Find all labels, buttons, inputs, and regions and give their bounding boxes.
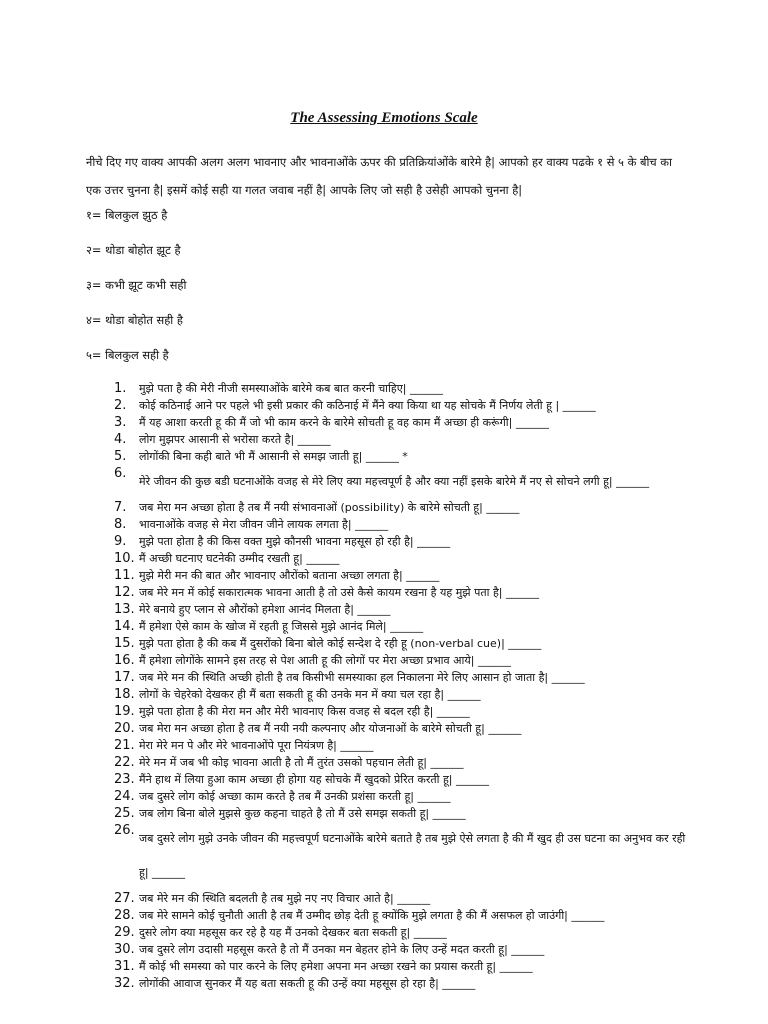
question-text: मुझे पता होता है की कब मैं दुसरोंको बिना बोले कोई सन्देश दे रही हू (non-verbal cue)| ______: [139, 637, 542, 650]
question-text: लोगों के चेहरेको देखकर ही मैं बता सकती हू की उनके मन में क्या चल रहा है| ______: [139, 688, 481, 701]
page-title: The Assessing Emotions Scale: [290, 110, 478, 126]
question-text: मेरे मन में जब भी कोइ भावना आती है तो मैं तुरंत उसको पहचान लेती हू| ______: [139, 756, 464, 769]
question-text: जब मेरे सामने कोई चुनौती आती है तब मैं उम्मीद छोड़ देती हू क्योंकि मुझे लगता है की मैं असफल हो जाउंगी| ______: [139, 909, 605, 922]
question-item: [114, 805, 694, 822]
question-item: [114, 431, 694, 448]
question-text: मैं हमेशा लोगोंके सामने इस तरह से पेश आती हू की लोगों पर मेरा अच्छा प्रभाव आये| ______: [139, 654, 511, 667]
question-number: 9.: [114, 534, 127, 549]
question-item: [114, 686, 694, 703]
question-text: कोई कठिनाई आने पर पहले भी इसी प्रकार की कठिनाई में मैंने क्या किया था यह सोचके मैं निर्णय लेती हू | ______: [139, 399, 596, 412]
question-item: [114, 618, 694, 635]
question-item: [114, 703, 694, 720]
question-item: [114, 737, 694, 754]
question-item: [114, 924, 694, 941]
question-number: 17.: [114, 670, 135, 685]
question-item: [114, 771, 694, 788]
question-item: [114, 516, 694, 533]
question-item: [114, 550, 694, 567]
question-text: मैंने हाथ में लिया हुआ काम अच्छा ही होगा यह सोचके मैं खुदको प्रेरित करती हू| ______: [139, 773, 489, 786]
scale-option-5: ५= बिलकुल सही है: [86, 348, 169, 362]
question-text: मेरे बनाये हुए प्लान से औरोंको हमेशा आनंद मिलता है| ______: [139, 603, 391, 616]
question-item: [114, 601, 694, 618]
question-number: 18.: [114, 687, 135, 702]
question-text: जब मेरे मन में कोई सकारात्मक भावना आती है तो उसे कैसे कायम रखना है यह मुझे पता है| ______: [139, 586, 540, 599]
question-item: [114, 499, 694, 516]
question-item: [114, 669, 694, 686]
question-number: 28.: [114, 908, 135, 923]
question-number: 14.: [114, 619, 135, 634]
question-number: 31.: [114, 959, 135, 974]
question-number: 5.: [114, 449, 127, 464]
question-item: [114, 584, 694, 601]
question-item: [114, 652, 694, 669]
question-number: 1.: [114, 381, 127, 396]
scale-option-1: १= बिलकुल झुठ है: [86, 208, 168, 222]
question-item: [114, 720, 694, 737]
question-item: [114, 822, 694, 890]
questionnaire-items: [114, 380, 694, 992]
question-text: लोगोंकी आवाज सुनकर मैं यह बता सकती हू की उन्हें क्या महसूस हो रहा है| ______: [139, 977, 476, 990]
question-number: 11.: [114, 568, 135, 583]
scale-option-2: २= थोडा बोहोत झूट है: [86, 243, 181, 257]
question-item: [114, 788, 694, 805]
question-item: [114, 397, 694, 414]
question-item: [114, 754, 694, 771]
question-number: 24.: [114, 789, 135, 804]
question-number: 19.: [114, 704, 135, 719]
question-number: 23.: [114, 772, 135, 787]
scale-option-4: ४= थोडा बोहोत सही है: [86, 313, 183, 327]
question-item: [114, 380, 694, 397]
question-text: मुझे पता होता है की मेरा मन और मेरी भावनाए किस वजह से बदल रही है| ______: [139, 705, 470, 718]
question-number: 25.: [114, 806, 135, 821]
question-number: 22.: [114, 755, 135, 770]
question-item: [114, 414, 694, 431]
question-number: 7.: [114, 500, 127, 515]
question-text: जब मेरा मन अच्छा होता है तब मैं नयी नयी कल्पनाए और योजनाओं के बारेमे सोचती हू| ______: [139, 722, 522, 735]
question-text: भावनाओंके वजह से मेरा जीवन जीने लायक लगता है| ______: [139, 518, 389, 531]
instructions-paragraph: नीचे दिए गए वाक्य आपकी अलग अलग भावनाए और भावनाओंके ऊपर की प्रतिक्रियांओंके बारेमे है| आपको हर वाक्य पढके १ से ५ के बीच का एक उत्तर चुनना है| इसमें कोई सही या गलत जवाब नहीं है| आपके लिए जो सही है उसेही आपको चुनना है|: [86, 155, 672, 197]
question-item: [114, 975, 694, 992]
question-number: 15.: [114, 636, 135, 651]
question-number: 8.: [114, 517, 127, 532]
question-number: 10.: [114, 551, 135, 566]
scale-option-3: ३= कभी झूट कभी सही: [86, 278, 187, 292]
question-text: जब दुसरे लोग मुझे उनके जीवन की महत्त्वपूर्ण घटनाओंके बारेमे बताते है तब मुझे ऐसे लगता है की मैं खुद ही उस घटना का अनुभव कर रही हू| ______: [139, 832, 686, 879]
question-text: मुझे पता होता है की किस वक्त मुझे कौनसी भावना महसूस हो रही है| ______: [139, 535, 451, 548]
question-item: [114, 907, 694, 924]
question-number: 26.: [114, 823, 135, 838]
question-text: मैं हमेशा ऐसे काम के खोज में रहती हू जिससे मुझे आनंद मिले| ______: [139, 620, 424, 633]
question-item: [114, 890, 694, 907]
question-text: दुसरे लोग क्या महसूस कर रहे है यह मैं उनको देखकर बता सकती हू| ______: [139, 926, 447, 939]
rating-scale: [86, 203, 486, 378]
question-number: 6.: [114, 466, 127, 481]
question-text: मैं अच्छी घटनाए घटनेकी उम्मीद रखती हू| ______: [139, 552, 340, 565]
question-text: जब मेरे मन की स्थिति अच्छी होती है तब किसीभी समस्याका हल निकालना मेरे लिए आसान हो जाता है| ______: [139, 671, 585, 684]
question-number: 27.: [114, 891, 135, 906]
question-number: 21.: [114, 738, 135, 753]
question-text: जब दुसरे लोग उदासी महसूस करते है तो मैं उनका मन बेहतर होने के लिए उन्हें मदत करती हू| ______: [139, 943, 545, 956]
question-text: जब लोग बिना बोले मुझसे कुछ कहना चाहते है तो मैं उसे समझ सकती हू| ______: [139, 807, 466, 820]
question-number: 30.: [114, 942, 135, 957]
question-number: 12.: [114, 585, 135, 600]
question-number: 4.: [114, 432, 127, 447]
question-text: मुझे मेरी मन की बात और भावनाए औरोंको बताना अच्छा लगता है| ______: [139, 569, 440, 582]
question-number: 20.: [114, 721, 135, 736]
question-number: 2.: [114, 398, 127, 413]
question-number: 32.: [114, 976, 135, 991]
question-text: मेरा मेरे मन पे और मेरे भावनाओंपे पूरा नियंत्रण है| ______: [139, 739, 374, 752]
question-text: लोगोंकी बिना कही बाते भी मैं आसानी से समझ जाती हू| ______ *: [139, 450, 408, 463]
question-text: मुझे पता है की मेरी नीजी समस्याओंके बारेमे कब बात करनी चाहिए| ______: [139, 382, 444, 395]
question-text: मैं यह आशा करती हू की मैं जो भी काम करने के बारेमे सोचती हू वह काम मैं अच्छा ही करूंगी| ______: [139, 416, 549, 429]
question-item: [114, 465, 694, 499]
question-number: 29.: [114, 925, 135, 940]
question-item: [114, 958, 694, 975]
question-text: जब मेरे मन की स्थिति बदलती है तब मुझे नए नए विचार आते है| ______: [139, 892, 431, 905]
question-item: [114, 635, 694, 652]
question-text: मेरे जीवन की कुछ बडी घटनाओंके वजह से मेरे लिए क्या महत्त्वपूर्ण है और क्या नहीं इसके बारेमे मैं नए से सोचने लगी हू| ______: [139, 475, 650, 488]
question-item: [114, 567, 694, 584]
question-item: [114, 941, 694, 958]
question-number: 3.: [114, 415, 127, 430]
question-number: 13.: [114, 602, 135, 617]
question-text: जब दुसरे लोग कोई अच्छा काम करते है तब मैं उनकी प्रशंसा करती हू| ______: [139, 790, 451, 803]
question-item: [114, 533, 694, 550]
question-text: मैं कोई भी समस्या को पार करने के लिए हमेशा अपना मन अच्छा रखने का प्रयास करती हू| ______: [139, 960, 533, 973]
question-text: जब मेरा मन अच्छा होता है तब मैं नयी संभावनाओं (possibility) के बारेमे सोचती हू| ______: [139, 501, 520, 514]
question-number: 16.: [114, 653, 135, 668]
question-item: [114, 448, 694, 465]
question-text: लोग मुझपर आसानी से भरोसा करते है| ______: [139, 433, 331, 446]
